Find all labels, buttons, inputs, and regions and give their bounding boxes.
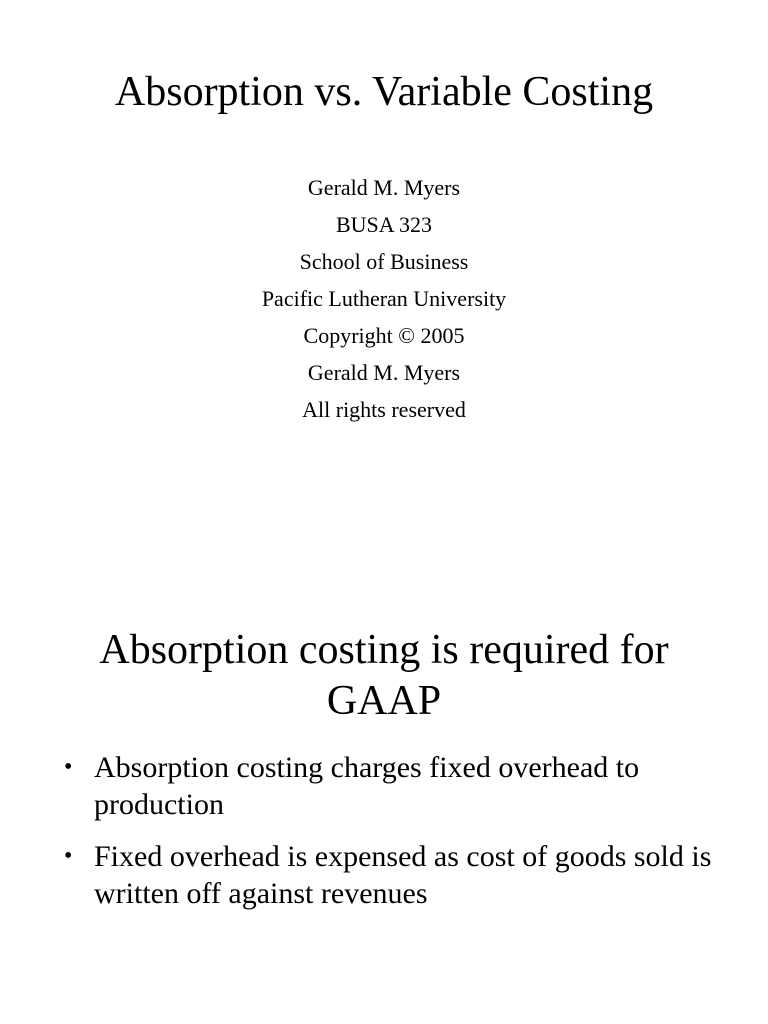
author-name: Gerald M. Myers (307, 175, 461, 200)
slide-title-heading: Absorption vs. Variable Costing (114, 69, 654, 115)
list-item (64, 838, 724, 912)
author-info-block (0, 169, 768, 428)
copyright-notice: Copyright © 2005 (303, 323, 465, 348)
school-name: School of Business (299, 249, 469, 274)
bullet-list (64, 749, 724, 927)
bullet-text: Absorption costing charges fixed overhead to production (94, 751, 640, 821)
list-item (64, 749, 724, 823)
slide-gaap-heading-line2: GAAP (326, 678, 442, 724)
rights-statement: All rights reserved (302, 397, 466, 422)
bullet-icon: • (64, 754, 73, 780)
slide-gaap (0, 512, 768, 1024)
copyright-holder: Gerald M. Myers (307, 360, 461, 385)
course-code: BUSA 323 (336, 212, 432, 237)
university-name: Pacific Lutheran University (261, 286, 507, 311)
bullet-icon: • (64, 843, 73, 869)
bullet-text: Fixed overhead is expensed as cost of goods sold is written off against revenues (94, 840, 712, 910)
slide-gaap-heading (40, 625, 728, 727)
slide-gaap-heading-line1: Absorption costing is required for (99, 627, 669, 673)
